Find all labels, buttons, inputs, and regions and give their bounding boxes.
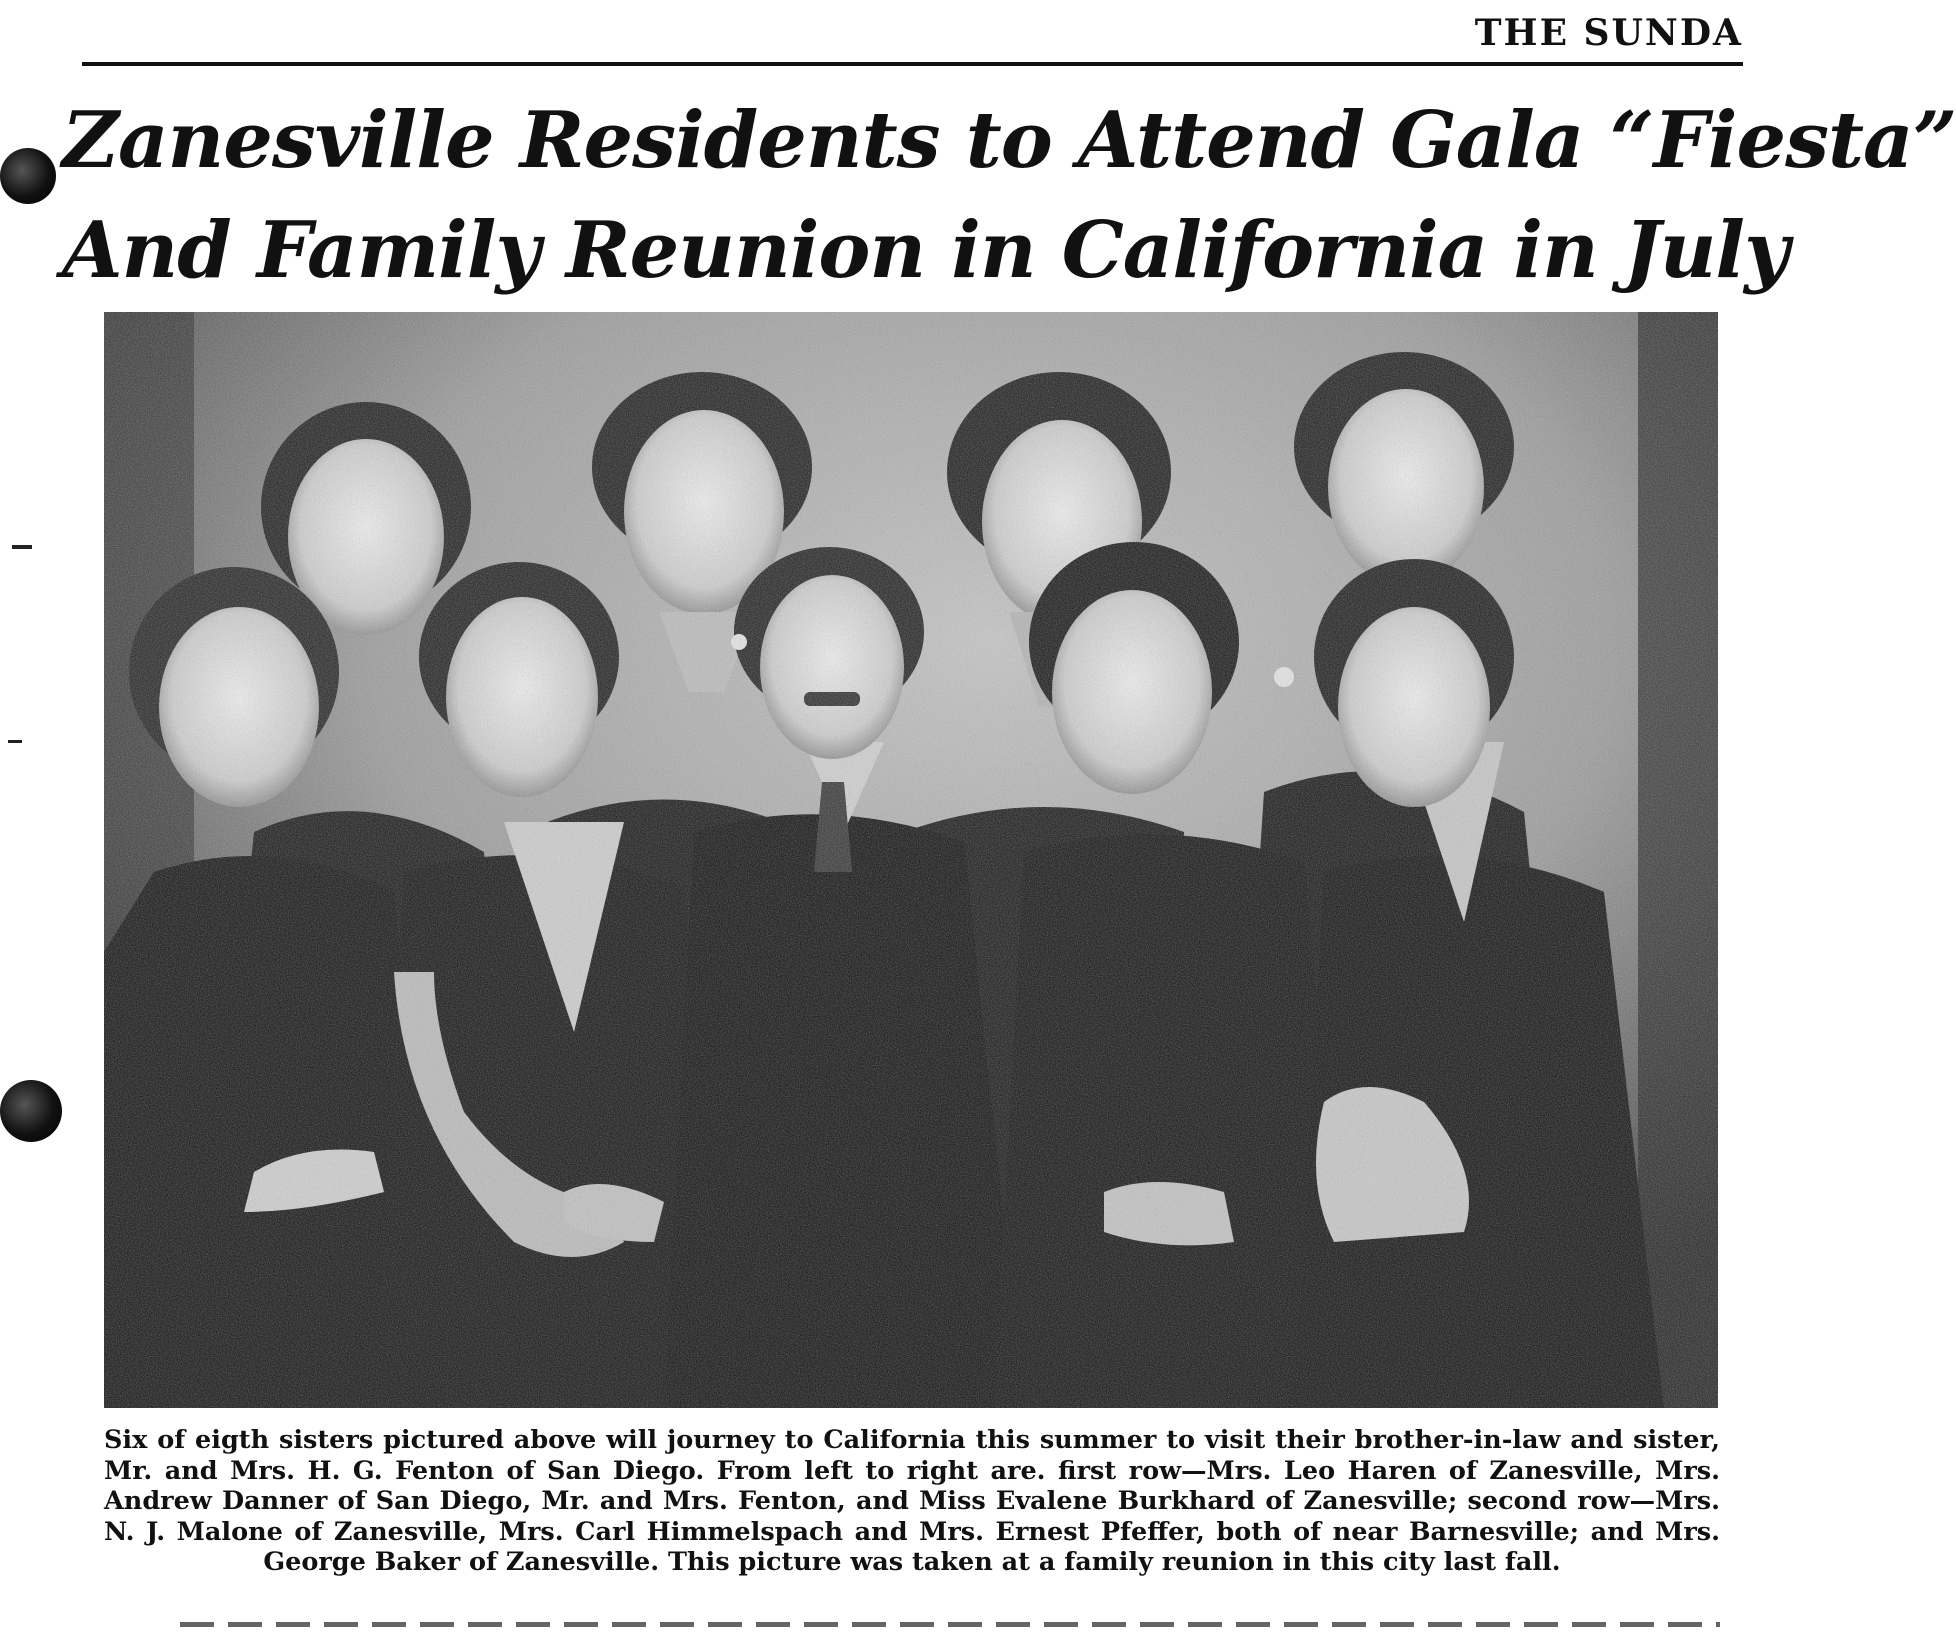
headline-line-2: And Family Reunion in California in July <box>62 205 1789 296</box>
punch-hole-top <box>0 148 56 204</box>
margin-mark <box>12 545 32 549</box>
group-photo <box>104 312 1718 1408</box>
punch-hole-bottom <box>0 1080 62 1142</box>
top-rule <box>82 62 1743 66</box>
clipping-edge <box>180 1622 1720 1627</box>
margin-mark <box>8 740 22 743</box>
headline-line-1: Zanesville Residents to Attend Gala “Fiesta” <box>62 95 1956 186</box>
masthead: THE SUNDA <box>1474 12 1743 54</box>
photo-caption: Six of eigth sisters pictured above will journey to California this summer to visit their brother-in-law and sister, Mr. and Mrs. H. G. Fenton of San Diego. From left to right are. first row—Mrs. Leo Haren of Zanesville, Mrs. Andrew Danner of San Diego, Mr. and Mrs. Fenton, and Miss Evalene Burkhard of Zanesville; second row—Mrs. N. J. Malone of Zanesville, Mrs. Carl Himmelspach and Mrs. Ernest Pfeffer, both of near Barnesville; and Mrs. George Baker of Zanesville. This picture was taken at a family reunion in this city last fall. <box>104 1425 1720 1577</box>
headline <box>62 86 1956 306</box>
